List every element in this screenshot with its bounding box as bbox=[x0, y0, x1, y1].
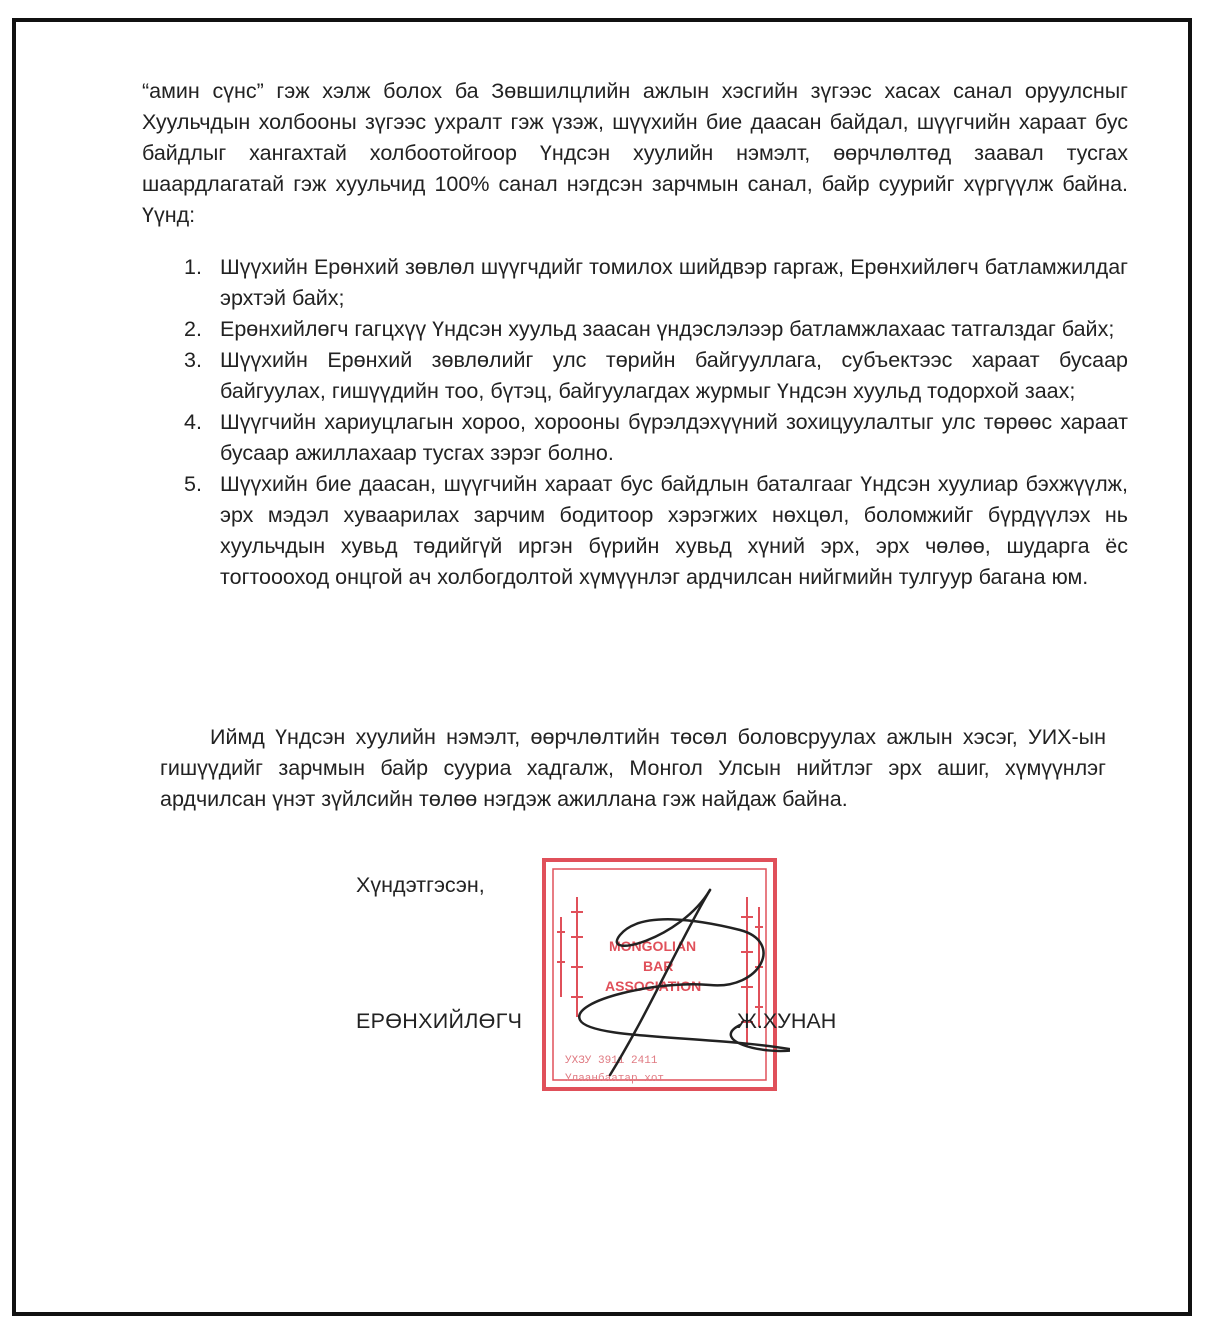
list-item-text: Шүүхийн Ерөнхий зөвлөлийг улс төрийн байгууллага, субъектээс хараат бусаар байгуулах, гишүүдийн тоо, бүтэц, байгуулагдах журмыг Үндсэн хуульд тодорхой заах; bbox=[220, 348, 1128, 403]
stamp-city: Улаанбаатар хот bbox=[565, 1073, 665, 1085]
list-item bbox=[176, 252, 1128, 314]
stamp-registration: УХЗУ 3911 2411 bbox=[565, 1055, 658, 1067]
stamp-org-line1: MONGOLIAN bbox=[609, 938, 697, 954]
list-item-number: 3. bbox=[184, 348, 202, 372]
handwritten-signature bbox=[560, 880, 790, 1090]
list-item bbox=[176, 407, 1128, 469]
list-item-number: 4. bbox=[184, 410, 202, 434]
list-item-text: Шүүхийн Ерөнхий зөвлөл шүүгчдийг томилох шийдвэр гаргаж, Ерөнхийлөгч батламжилдаг эрхтэй байх; bbox=[220, 255, 1128, 310]
list-item-text: Ерөнхийлөгч гагцхүү Үндсэн хуульд заасан үндэслэлээр батламжлахаас татгалздаг байх; bbox=[220, 317, 1115, 341]
requirements-list bbox=[176, 252, 1128, 593]
regards-line: Хүндэтгэсэн, bbox=[356, 873, 485, 897]
closing-paragraph: Иймд Үндсэн хуулийн нэмэлт, өөрчлөлтийн төсөл боловсруулах ажлын хэсэг, УИХ-ын гишүүдийг зарчмын байр сууриа хадгалж, Монгол Улсын нийтлэг эрх ашиг, хүмүүнлэг ардчилсан үнэт зүйлсийн төлөө нэгдэж ажиллана гэж найдаж байна. bbox=[160, 725, 1106, 811]
list-item bbox=[176, 345, 1128, 407]
stamp-org-line2: BAR bbox=[643, 958, 674, 974]
list-item bbox=[176, 469, 1128, 593]
list-item-number: 5. bbox=[184, 472, 202, 496]
list-item-text: Шүүгчийн хариуцлагын хороо, хорооны бүрэлдэхүүний зохицуулалтыг улс төрөөс хараат бусаар ажиллахаар тусгах зэрэг болно. bbox=[220, 410, 1128, 465]
intro-paragraph: “амин сүнс” гэж хэлж болох ба Зөвшилцлийн ажлын хэсгийн зүгээс хасах санал оруулсныг Хуульчдын холбооны зүгээс ухралт гэж үзэж, шүүхийн бие даасан байдал, шүүгчийн хараат бус байдлыг хангахтай холбоотойгоор Үндсэн хуулийн нэмэлт, өөрчлөлтөд заавал тусгах шаардлагатай гэж хуульчид 100% санал нэгдсэн зарчмын санал, байр суурийг хүргүүлж байна. Үүнд: bbox=[142, 79, 1128, 227]
list-item-number: 1. bbox=[184, 255, 202, 279]
list-item-number: 2. bbox=[184, 317, 202, 341]
signatory-role: ЕРӨНХИЙЛӨГЧ bbox=[356, 1009, 523, 1033]
signatory-name: Ж.ХУНАН bbox=[737, 1009, 837, 1033]
list-item bbox=[176, 314, 1128, 345]
stamp-org-line3: ASSOCIATION bbox=[605, 978, 702, 994]
list-item-text: Шүүхийн бие даасан, шүүгчийн хараат бус байдлын баталгааг Үндсэн хуулиар бэхжүүлж, эрх мэдэл хуваарилах зарчим бодитоор хэрэгжих нөхцөл, боломжийг бүрдүүлэх нь хуульчдын хувьд төдийгүй иргэн бүрийн хувьд хүний эрх, эрх чөлөө, шударга ёс тогтоооход онцгой ач холбогдолтой хүмүүнлэг ардчилсан нийгмийн тулгуур багана юм. bbox=[220, 472, 1128, 589]
